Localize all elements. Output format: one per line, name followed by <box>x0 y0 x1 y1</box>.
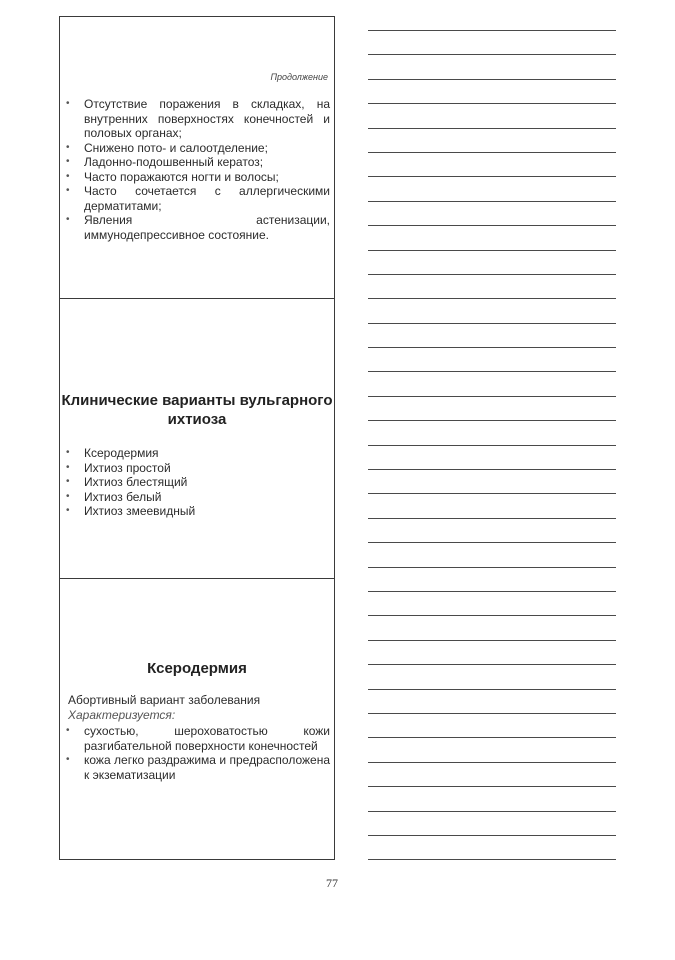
note-line <box>368 542 616 543</box>
symptom-list <box>60 97 330 242</box>
note-line <box>368 225 616 226</box>
note-line <box>368 713 616 714</box>
note-line <box>368 445 616 446</box>
note-line <box>368 567 616 568</box>
bullet-icon: • <box>66 156 70 167</box>
slide-continuation <box>60 17 334 298</box>
note-line <box>368 274 616 275</box>
note-line <box>368 640 616 641</box>
bullet-icon: • <box>66 754 70 765</box>
note-line <box>368 54 616 55</box>
bullet-icon: • <box>66 185 70 196</box>
note-line <box>368 103 616 104</box>
bullet-icon: • <box>66 725 70 736</box>
note-line <box>368 786 616 787</box>
note-line <box>368 591 616 592</box>
note-line <box>368 493 616 494</box>
bullet-icon: • <box>66 490 70 502</box>
note-line <box>368 689 616 690</box>
list-item: • Ихтиоз блестящий <box>66 475 188 489</box>
note-line <box>368 347 616 348</box>
note-line <box>368 664 616 665</box>
slide-clinical-variants <box>60 298 334 578</box>
bullet-icon: • <box>66 447 70 458</box>
note-line <box>368 396 616 397</box>
list-item: • Явления астенизации, иммунодепрессивное состояние. <box>66 213 330 242</box>
note-line <box>368 201 616 202</box>
bullet-icon: • <box>66 98 70 109</box>
note-line <box>368 469 616 470</box>
bullet-icon: • <box>66 476 70 487</box>
continued-label: Продолжение <box>270 72 328 82</box>
bullet-icon: • <box>66 170 70 182</box>
characteristics-list <box>60 724 330 782</box>
list-item: • Отсутствие поражения в складках, на внутренних поверхностях конечностей и половых органах; <box>66 97 330 140</box>
note-line <box>368 152 616 153</box>
note-line <box>368 298 616 299</box>
list-item: • кожа легко раздражима и предрасположена к экзематизации <box>66 753 330 782</box>
list-item: • Ксеродермия <box>66 446 159 460</box>
note-line <box>368 615 616 616</box>
page-number: 77 <box>326 876 338 890</box>
note-line <box>368 811 616 812</box>
note-line <box>368 128 616 129</box>
bullet-icon: • <box>66 141 70 153</box>
list-item: • Снижено пото- и салоотделение; <box>66 140 268 155</box>
note-lines <box>368 30 616 884</box>
list-item: • Ихтиоз простой <box>66 460 171 475</box>
intro-text <box>68 693 330 723</box>
list-item: • Ладонно-подошвенный кератоз; <box>66 155 264 169</box>
slide-title: Клинические варианты вульгарного ихтиоза <box>61 392 333 428</box>
slide-xeroderma <box>60 578 334 859</box>
note-line <box>368 420 616 421</box>
characterized-label: Характеризуется: <box>68 708 176 722</box>
list-item: • сухостью, шероховатостью кожи разгибательной поверхности конечностей <box>66 724 330 753</box>
note-line <box>368 176 616 177</box>
intro-line: Абортивный вариант заболевания <box>68 693 261 707</box>
note-line <box>368 79 616 80</box>
note-line <box>368 30 616 31</box>
note-line <box>368 371 616 372</box>
bullet-icon: • <box>66 214 70 225</box>
note-line <box>368 835 616 836</box>
note-line <box>368 250 616 251</box>
variants-list <box>60 446 310 519</box>
note-line <box>368 762 616 763</box>
slides-column <box>59 16 335 860</box>
note-line <box>368 518 616 519</box>
bullet-icon: • <box>66 461 70 473</box>
list-item: • Ихтиоз белый <box>66 489 162 504</box>
note-line <box>368 737 616 738</box>
note-line <box>368 859 616 860</box>
list-item: • Часто поражаются ногти и волосы; <box>66 169 279 184</box>
bullet-icon: • <box>66 505 70 516</box>
note-line <box>368 323 616 324</box>
list-item: • Часто сочетается с аллергическими дерматитами; <box>66 184 330 213</box>
slide-title: Ксеродермия <box>147 660 247 677</box>
list-item: • Ихтиоз змеевидный <box>66 504 196 518</box>
